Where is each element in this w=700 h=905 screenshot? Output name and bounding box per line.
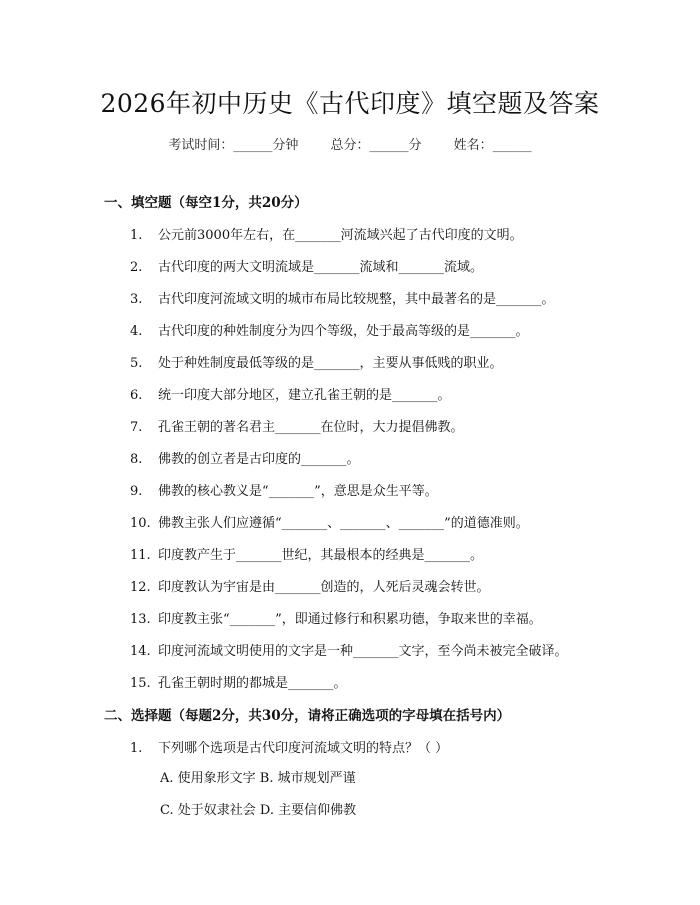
question-text: 印度河流域文明使用的文字是一种_______文字，至今尚未被完全破译。 <box>158 644 568 659</box>
question-text: 印度教认为宇宙是由_______创造的，人死后灵魂会转世。 <box>158 580 490 595</box>
question-text: 印度教主张“_______”，即通过修行和积累功德，争取来世的幸福。 <box>158 612 542 627</box>
question-number: 3. <box>130 292 143 307</box>
exam-time-field: 考试时间：______分钟 <box>168 138 299 153</box>
question-text: 孔雀王朝的著名君主_______在位时，大力提倡佛教。 <box>158 420 464 435</box>
question-number: 9. <box>130 484 143 499</box>
question-number: 2. <box>130 260 143 275</box>
question-text: 下列哪个选项是古代印度河流域文明的特点？（ ） <box>158 741 449 756</box>
question-item <box>130 352 503 371</box>
question-number: 5. <box>130 356 143 371</box>
section-title-fill-in: 一、填空题（每空1分，共20分） <box>104 195 308 211</box>
question-item <box>130 416 464 435</box>
question-item <box>130 320 529 339</box>
question-item <box>130 288 555 307</box>
question-text: 古代印度河流域文明的城市布局比较规整，其中最著名的是_______。 <box>158 292 555 307</box>
exam-info-line <box>0 134 700 153</box>
question-item <box>130 224 523 243</box>
question-text: 古代印度的种姓制度分为四个等级，处于最高等级的是_______。 <box>158 324 529 339</box>
question-text: 佛教主张人们应遵循“_______、_______、_______”的道德准则。 <box>158 516 529 531</box>
section-title-multiple-choice: 二、选择题（每题2分，共30分，请将正确选项的字母填在括号内） <box>104 708 511 724</box>
question-number: 12. <box>130 580 151 595</box>
question-item <box>130 480 438 499</box>
question-number: 6. <box>130 388 143 403</box>
question-number: 1. <box>130 228 143 243</box>
question-number: 15. <box>130 676 151 691</box>
question-text: 佛教的核心教义是“_______”，意思是众生平等。 <box>158 484 438 499</box>
question-text: 处于种姓制度最低等级的是_______，主要从事低贱的职业。 <box>158 356 503 371</box>
question-text: 孔雀王朝时期的都城是_______。 <box>158 676 347 691</box>
question-item <box>130 576 490 595</box>
question-number: 4. <box>130 324 143 339</box>
question-item <box>130 384 451 403</box>
question-item <box>130 640 568 659</box>
question-number: 7. <box>130 420 143 435</box>
question-number: 8. <box>130 452 143 467</box>
question-number: 10. <box>130 516 151 531</box>
question-text: 佛教的创立者是古印度的_______。 <box>158 452 360 467</box>
question-item <box>130 672 347 691</box>
answer-options: A. 使用象形文字 B. 城市规划严谨 <box>160 771 356 786</box>
question-text: 公元前3000年左右，在_______河流域兴起了古代印度的文明。 <box>158 228 523 243</box>
question-number: 14. <box>130 644 151 659</box>
student-name-field: 姓名：______ <box>453 138 532 153</box>
question-item <box>130 448 360 467</box>
question-item <box>130 512 529 531</box>
question-item <box>130 544 483 563</box>
question-item <box>130 737 448 756</box>
question-item <box>130 256 483 275</box>
total-score-field: 总分：______分 <box>330 138 422 153</box>
question-item <box>130 608 542 627</box>
question-number: 13. <box>130 612 151 627</box>
page-title: 2026年初中历史《古代印度》填空题及答案 <box>100 89 600 118</box>
question-text: 统一印度大部分地区，建立孔雀王朝的是_______。 <box>158 388 451 403</box>
answer-options: C. 处于奴隶社会 D. 主要信仰佛教 <box>160 803 357 818</box>
question-text: 古代印度的两大文明流域是_______流域和_______流域。 <box>158 260 484 275</box>
question-text: 印度教产生于_______世纪，其最根本的经典是_______。 <box>158 548 484 563</box>
question-number: 1. <box>130 741 143 756</box>
question-number: 11. <box>130 548 151 563</box>
